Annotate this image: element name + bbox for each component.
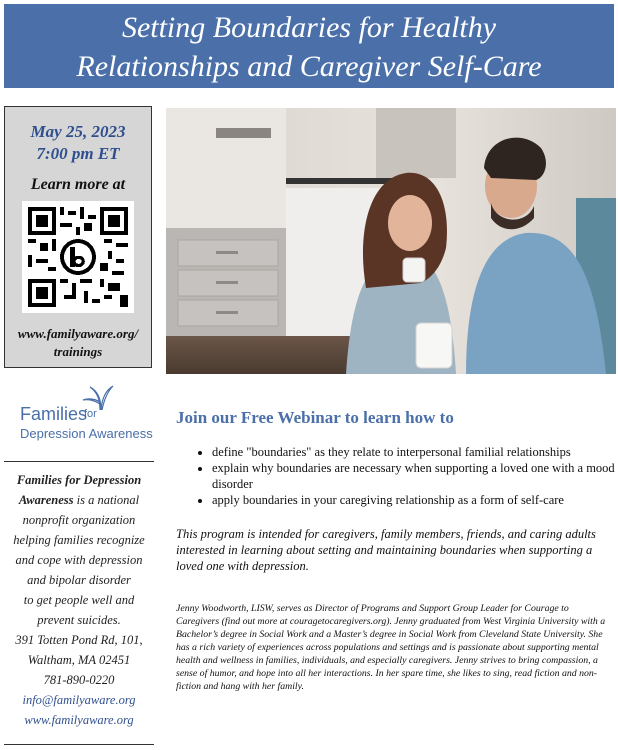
divider-bottom xyxy=(4,744,154,745)
event-date: May 25, 2023 xyxy=(30,122,126,141)
org-name-line-2 xyxy=(4,490,154,510)
url-line-2: trainings xyxy=(53,344,103,359)
program-description: This program is intended for caregivers, family members, friends, and caring adults interested in learning about setting and maintaining boundaries when supporting a loved one with depression. xyxy=(176,527,596,573)
webinar-heading: Join our Free Webinar to learn how to xyxy=(176,408,454,427)
org-desc-line-3: helping families recognize xyxy=(13,533,145,547)
org-name-line-1: Families for Depression xyxy=(16,473,142,487)
org-desc-line-5: and bipolar disorder xyxy=(27,573,131,587)
title-line-1: Setting Boundaries for Healthy xyxy=(121,11,497,44)
title-line-2: Relationships and Caregiver Self-Care xyxy=(76,50,542,83)
fda-logo xyxy=(14,384,154,444)
org-description xyxy=(4,470,154,730)
event-info-panel xyxy=(4,106,152,368)
org-desc-line-6: to get people well and xyxy=(23,593,135,607)
org-email-link[interactable]: info@familyaware.org xyxy=(22,693,136,707)
objective-item: • define "boundaries" as they relate to interpersonal familial relationships xyxy=(212,444,618,460)
presenter-bio: Jenny Woodworth, LISW, serves as Director of Programs and Support Group Leader for Courage to Caregivers (find out more at couragetocaregivers.org). Jenny graduated from West Virginia University with a Bachelor’s degree in Social Work and a Master’s degree in Social Work from Cleveland State University. She has a rich variety of experiences across populations and settings and is passionate about supporting mental health and wellness in families, individuals, and especially caregivers. Jenny strives to bring compassion, a sense of humor, and hope into all her interactions. In her spare time, she likes to sing, read fiction and non-fiction and hang with her family. xyxy=(176,603,606,692)
org-name-end: Awareness xyxy=(18,493,74,507)
org-desc-line-1: is a national xyxy=(73,493,140,507)
org-phone: 781-890-0220 xyxy=(43,673,115,687)
objective-item: • explain why boundaries are necessary when supporting a loved one with a mood disorder xyxy=(212,460,618,492)
trainings-url[interactable] xyxy=(5,325,151,361)
logo-families: Families xyxy=(20,404,88,424)
org-desc-line-4: and cope with depression xyxy=(15,553,143,567)
hero-photo xyxy=(166,108,616,374)
divider-top xyxy=(4,461,154,462)
logo-depression-awareness: Depression Awareness xyxy=(20,426,153,441)
url-line-1: www.familyaware.org/ xyxy=(17,326,139,341)
learn-more-label: Learn more at xyxy=(30,176,126,193)
logo-for: for xyxy=(84,408,97,420)
org-address-1: 391 Totten Pond Rd, 101, xyxy=(15,633,143,647)
event-time: 7:00 pm ET xyxy=(36,144,120,163)
qr-code[interactable] xyxy=(22,201,134,313)
org-address-2: Waltham, MA 02451 xyxy=(27,653,131,667)
org-desc-line-2: nonprofit organization xyxy=(22,513,136,527)
org-desc-line-7: prevent suicides. xyxy=(37,613,121,627)
learning-objectives xyxy=(186,444,618,508)
objective-item: • apply boundaries in your caregiving relationship as a form of self-care xyxy=(212,492,618,508)
org-website-link[interactable]: www.familyaware.org xyxy=(24,713,134,727)
title-banner xyxy=(4,4,614,88)
